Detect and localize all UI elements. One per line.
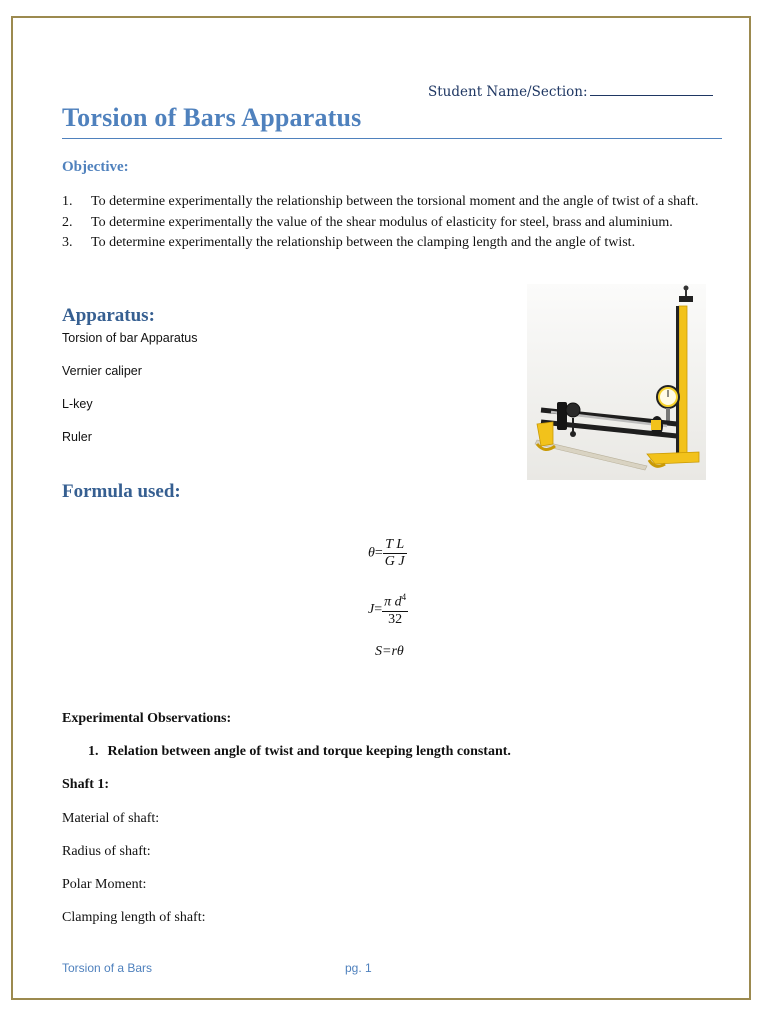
- objective-heading: Objective:: [62, 159, 129, 175]
- eq1-lhs: θ: [368, 545, 375, 561]
- objective-item: [62, 192, 722, 213]
- eq2-numerator: π d: [384, 594, 402, 610]
- material-of-shaft-field: Material of shaft:: [62, 811, 160, 826]
- objective-number: 1.: [62, 194, 73, 209]
- observation-item: [88, 744, 511, 760]
- apparatus-photo: [527, 284, 706, 480]
- apparatus-heading: Apparatus:: [62, 305, 155, 326]
- student-name-field[interactable]: [428, 81, 713, 100]
- objective-number: 3.: [62, 235, 73, 250]
- equation-angle-of-twist: θ= $\frac{\text{T L}}{\text{G J}}$: [368, 537, 405, 569]
- student-name-blank[interactable]: [590, 81, 713, 96]
- page-number: pg. 1: [345, 961, 372, 975]
- student-name-label: Student Name/Section:: [428, 84, 588, 100]
- apparatus-item: L-key: [62, 397, 93, 411]
- eq1-denominator: G J: [384, 554, 405, 569]
- objective-item: [62, 213, 722, 234]
- shaft-heading: Shaft 1:: [62, 777, 110, 792]
- eq2-exponent: 4: [401, 592, 407, 602]
- objective-number: 2.: [62, 214, 73, 230]
- equation-polar-moment: J= $\frac{\pi d^4}{32}$: [368, 592, 407, 627]
- objective-text: To determine experimentally the relationship between the torsional moment and the angle of twist of a shaft.: [91, 194, 699, 209]
- document-title: Torsion of Bars Apparatus: [62, 103, 362, 132]
- clamping-length-field: Clamping length of shaft:: [62, 910, 206, 925]
- title-rule: [62, 138, 722, 139]
- eq1-numerator: T L: [383, 537, 407, 554]
- eq2-denominator: 32: [388, 611, 403, 627]
- eq2-lhs: J: [368, 602, 375, 618]
- radius-of-shaft-field: Radius of shaft:: [62, 844, 151, 859]
- formula-heading: Formula used:: [62, 481, 181, 502]
- polar-moment-field: Polar Moment:: [62, 877, 147, 892]
- apparatus-item: Torsion of bar Apparatus: [62, 331, 198, 345]
- apparatus-item: Ruler: [62, 430, 92, 444]
- eq1-fraction: [383, 537, 407, 570]
- objective-text: To determine experimentally the value of the shear modulus of elasticity for steel, brass and aluminium.: [91, 214, 673, 230]
- observations-heading: Experimental Observations:: [62, 711, 232, 726]
- eq2-fraction: [382, 592, 408, 628]
- objective-list: [62, 192, 722, 254]
- torsion-apparatus-illustration: [527, 284, 706, 480]
- equation-arc-length: S=rθ: [375, 644, 404, 659]
- apparatus-item: Vernier caliper: [62, 364, 142, 378]
- observation-text: Relation between angle of twist and torque keeping length constant.: [107, 744, 511, 759]
- footer-title: Torsion of a Bars: [62, 961, 153, 975]
- observation-number: 1.: [88, 744, 99, 759]
- objective-item: [62, 233, 722, 254]
- objective-text: To determine experimentally the relationship between the clamping length and the angle of twist.: [91, 235, 636, 250]
